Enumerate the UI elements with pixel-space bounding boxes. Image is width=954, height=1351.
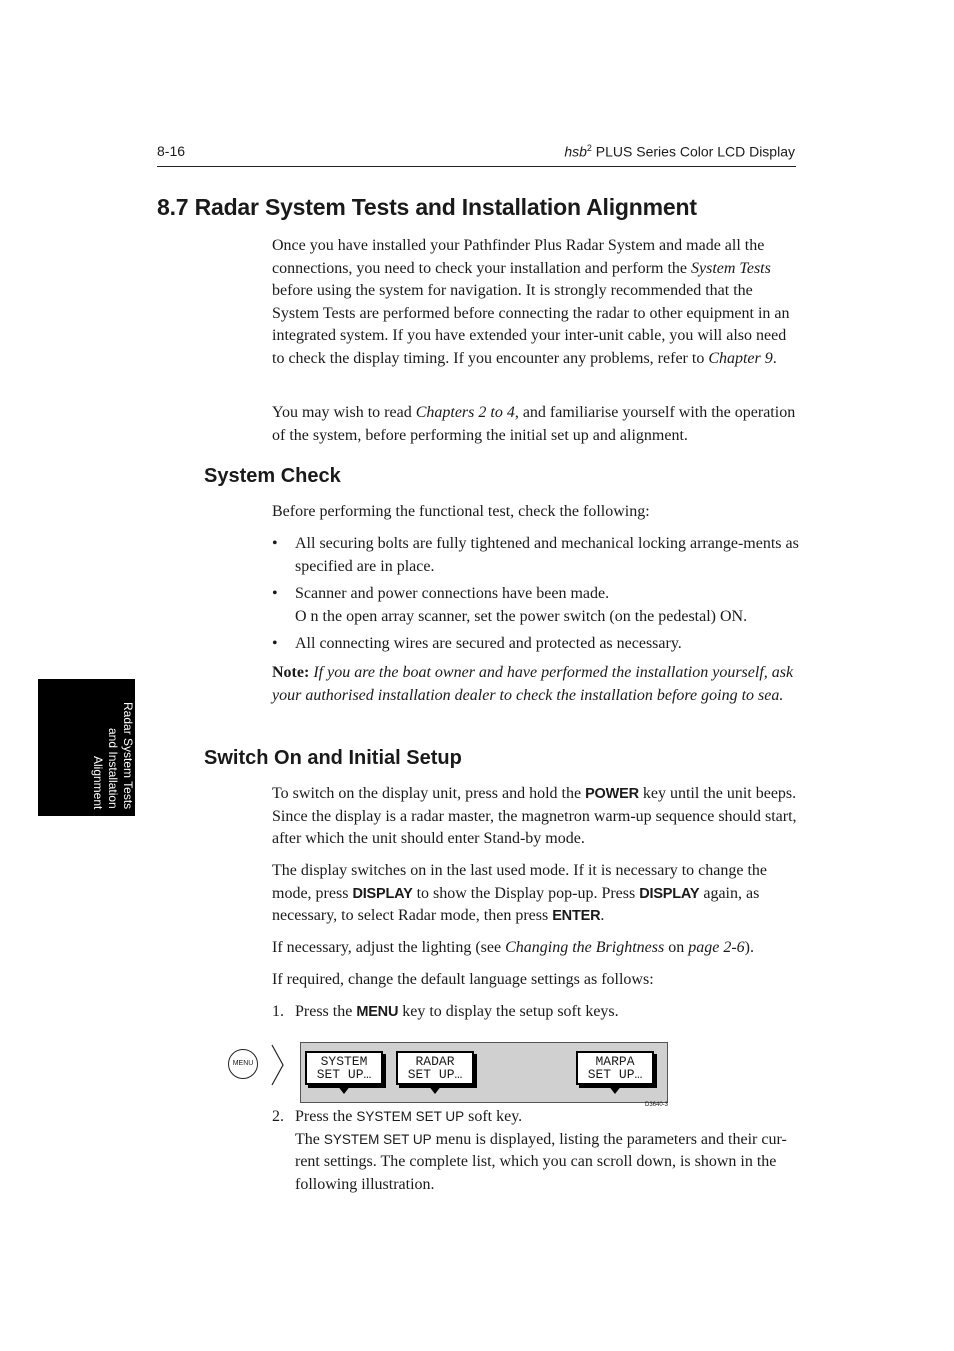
bullet: • [272, 535, 278, 552]
note-text: If you are the boat owner and have performed the installation yourself, ask your authorised installation dealer to check the installation before going to sea. [272, 664, 794, 704]
power-key: POWER [585, 786, 639, 802]
switch-on-paragraph-1: To switch on the display unit, press and hold the POWER key until the unit beeps. Since the display is a radar master, the magnetron warm-up sequence should start, after which the unit should enter Stand-by mode. [272, 785, 797, 847]
note-label: Note: [272, 664, 310, 681]
illustration-ref: D3640-3 [645, 1102, 669, 1108]
section-title: 8.7 Radar System Tests and Installation Alignment [157, 194, 697, 220]
system-check-lead: Before performing the functional test, check the following: [272, 503, 650, 520]
product-prefix: hsb [564, 143, 587, 160]
step-number: 2. [272, 1108, 284, 1125]
softkey-radar-setup: RADAR SET UP… [396, 1051, 474, 1085]
enter-key: ENTER [552, 908, 601, 924]
step-number: 1. [272, 1003, 284, 1020]
system-check-heading: System Check [204, 465, 341, 487]
side-tab-line: and Installation [106, 728, 120, 809]
header-rule [157, 166, 796, 167]
system-setup-menu-ref: SYSTEM SET UP [323, 1131, 432, 1147]
check-item: All securing bolts are fully tightened and mechanical locking arrange-ments as specified are in place. [295, 535, 799, 575]
switch-on-paragraph-4: If required, change the default language settings as follows: [272, 971, 654, 988]
bullet: • [272, 585, 278, 602]
side-tab-line: Radar System Tests [121, 701, 135, 809]
display-key: DISPLAY [639, 885, 700, 902]
product-suffix: PLUS Series Color LCD Display [591, 143, 795, 160]
softkey-system-setup: SYSTEM SET UP… [305, 1051, 383, 1085]
display-key: DISPLAY [352, 885, 413, 902]
switch-on-paragraph-2: The display switches on in the last used mode. If it is necessary to change the mode, press DISPLAY to show the Display pop-up. Press DISPLAY again, as necessary, to select Radar mode, then press ENTER. [272, 862, 767, 924]
bullet: • [272, 635, 278, 652]
menu-key-icon: MENU [228, 1049, 258, 1079]
softkey-marpa-setup: MARPA SET UP… [576, 1051, 654, 1085]
page-number: 8-16 [157, 143, 186, 159]
step-1: Press the MENU key to display the setup soft keys. [295, 1003, 619, 1020]
note [272, 662, 802, 707]
product-superscript: 2 [586, 143, 592, 153]
check-item: All connecting wires are secured and protected as necessary. [295, 635, 682, 652]
step-2: Press the SYSTEM SET UP soft key. The SYSTEM SET UP menu is displayed, listing the parameters and their cur-rent settings. The complete list, which you can scroll down, is shown in the following illustration. [295, 1108, 787, 1193]
intro-paragraph-1: Once you have installed your Pathfinder Plus Radar System and made all the connections, you need to check your installation and perform the System Tests before using the system for navigation. It is strongly recommended that the System Tests are performed before connecting the radar to other equipment in an integrated system. If you have extended your inter-unit cable, you will also need to check the display timing. If you encounter any problems, refer to Chapter 9. [272, 237, 790, 367]
side-tab-label [87, 691, 135, 809]
running-header [564, 143, 795, 160]
softkey-panel [300, 1042, 668, 1103]
menu-key: MENU [356, 1004, 399, 1020]
switch-on-heading: Switch On and Initial Setup [204, 747, 462, 769]
switch-on-paragraph-3: If necessary, adjust the lighting (see Changing the Brightness on page 2-6). [272, 939, 754, 956]
system-setup-softkey-ref: SYSTEM SET UP [356, 1109, 465, 1124]
check-item: Scanner and power connections have been made. O n the open array scanner, set the power switch (on the pedestal) ON. [295, 585, 748, 625]
intro-paragraph-2: You may wish to read Chapters 2 to 4, and familiarise yourself with the operation of the system, before performing the initial set up and alignment. [272, 404, 796, 444]
side-tab-line: Alignment [91, 755, 105, 809]
chevron-right-icon [270, 1043, 286, 1087]
